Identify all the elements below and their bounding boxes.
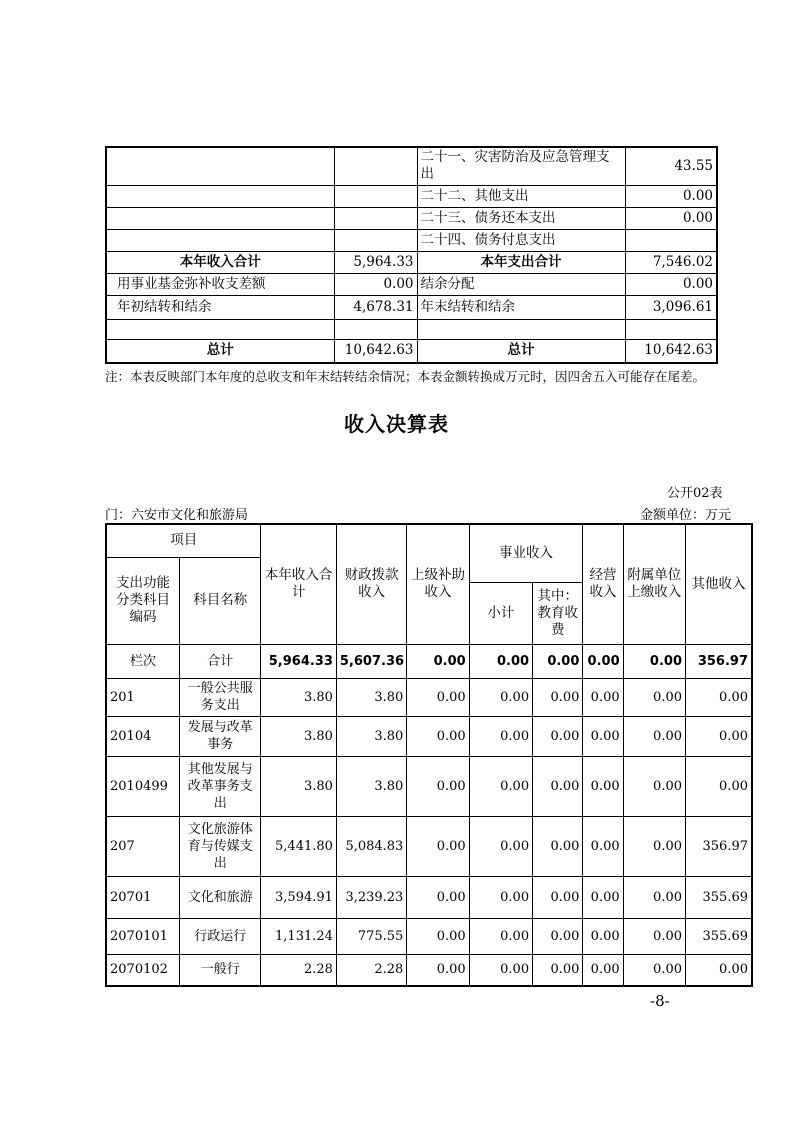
cell-subtotal: 0.00: [469, 876, 532, 918]
page-number: -8-: [650, 992, 670, 1010]
table-row: [106, 678, 752, 716]
cell-edu: 0.00: [533, 954, 583, 986]
grand-total-label-right: 总计: [417, 339, 625, 363]
cell-code: 201: [106, 678, 179, 716]
cell-operating: 0.00: [583, 756, 623, 816]
dist-label: 结余分配: [417, 273, 625, 295]
header-name: 科目名称: [179, 557, 261, 644]
sum-row: [106, 644, 752, 678]
cell: [417, 319, 625, 339]
cell: 二十三、债务还本支出: [417, 207, 625, 229]
cell-upper: 0.00: [407, 876, 469, 918]
cell: [106, 229, 334, 251]
cell: [625, 229, 717, 251]
header-fiscal: 财政拨款收入: [336, 524, 406, 644]
cell-operating: 0.00: [583, 954, 623, 986]
cell-name: 一般公共服务支出: [179, 678, 261, 716]
cell-fiscal: 5,607.36: [336, 644, 406, 678]
cell-subtotal: 0.00: [469, 644, 532, 678]
cell-name: 行政运行: [179, 918, 261, 954]
expense-total-value: 7,546.02: [625, 251, 717, 273]
header-edu: 其中：教育收费: [533, 582, 583, 644]
cell-other: 0.00: [686, 954, 753, 986]
cell-code: 2070101: [106, 918, 179, 954]
income-total-row: [106, 251, 717, 273]
header-subtotal: 小计: [469, 582, 532, 644]
cell: 二十二、其他支出: [417, 185, 625, 207]
cell: [334, 207, 417, 229]
cell-upper: 0.00: [407, 756, 469, 816]
cell-subtotal: 0.00: [469, 918, 532, 954]
grand-total-row: [106, 339, 717, 363]
cell-edu: 0.00: [533, 644, 583, 678]
fund-label: 用事业基金弥补收支差额: [106, 273, 334, 295]
cell-fiscal: 3.80: [336, 716, 406, 756]
table-row: [106, 918, 752, 954]
expense-total-label: 本年支出合计: [417, 251, 625, 273]
cell: [106, 207, 334, 229]
income-total-label: 本年收入合计: [106, 251, 334, 273]
end-value: 3,096.61: [625, 295, 717, 319]
cell-fiscal: 775.55: [336, 918, 406, 954]
table-row: [106, 273, 717, 295]
cell-edu: 0.00: [533, 918, 583, 954]
header-other: 其他收入: [686, 524, 753, 644]
cell-affiliated: 0.00: [623, 678, 685, 716]
cell-fiscal: 3,239.23: [336, 876, 406, 918]
cell: [106, 147, 334, 185]
end-label: 年末结转和结余: [417, 295, 625, 319]
cell-edu: 0.00: [533, 816, 583, 876]
header-code: 支出功能分类科目编码: [106, 557, 179, 644]
cell-subtotal: 0.00: [469, 756, 532, 816]
department-label: 门：六安市文化和旅游局: [105, 508, 249, 523]
table-row: [106, 207, 717, 229]
cell-other: 355.69: [686, 876, 753, 918]
table-row: [106, 295, 717, 319]
cell-fiscal: 5,084.83: [336, 816, 406, 876]
cell-operating: 0.00: [583, 644, 623, 678]
cell-total: 5,441.80: [261, 816, 336, 876]
dist-value: 0.00: [625, 273, 717, 295]
table-row: [106, 185, 717, 207]
summary-table: [105, 146, 718, 364]
cell-total: 3.80: [261, 716, 336, 756]
cell-upper: 0.00: [407, 816, 469, 876]
cell-code: 207: [106, 816, 179, 876]
grand-total-right: 10,642.63: [625, 339, 717, 363]
cell-upper: 0.00: [407, 954, 469, 986]
cell-code: 栏次: [106, 644, 179, 678]
cell-edu: 0.00: [533, 756, 583, 816]
cell-total: 3,594.91: [261, 876, 336, 918]
income-total-value: 5,964.33: [334, 251, 417, 273]
cell-subtotal: 0.00: [469, 954, 532, 986]
cell: [106, 185, 334, 207]
cell-edu: 0.00: [533, 876, 583, 918]
cell-total: 2.28: [261, 954, 336, 986]
cell-other: 355.69: [686, 918, 753, 954]
header-total: 本年收入合计: [261, 524, 336, 644]
table-row: [106, 229, 717, 251]
cell: [334, 319, 417, 339]
cell: [625, 319, 717, 339]
table-row: [106, 816, 752, 876]
cell-edu: 0.00: [533, 678, 583, 716]
header-affiliated: 附属单位上缴收入: [623, 524, 685, 644]
cell-other: 356.97: [686, 816, 753, 876]
cell-upper: 0.00: [407, 644, 469, 678]
cell-name: 一般行: [179, 954, 261, 986]
table-row: [106, 716, 752, 756]
grand-total-label: 总计: [106, 339, 334, 363]
header-business: 事业收入: [469, 524, 583, 582]
cell-other: 0.00: [686, 756, 753, 816]
table-row: [106, 954, 752, 986]
cell-operating: 0.00: [583, 716, 623, 756]
grand-total-left: 10,642.63: [334, 339, 417, 363]
cell-operating: 0.00: [583, 816, 623, 876]
page-title: 收入决算表: [344, 412, 449, 436]
cell-other: 0.00: [686, 678, 753, 716]
cell-name: 文化旅游体育与传媒支出: [179, 816, 261, 876]
cell-fiscal: 2.28: [336, 954, 406, 986]
cell-other: 0.00: [686, 716, 753, 756]
cell-total: 3.80: [261, 756, 336, 816]
income-table: [105, 523, 753, 987]
cell: 二十四、债务付息支出: [417, 229, 625, 251]
table-row: [106, 319, 717, 339]
cell-subtotal: 0.00: [469, 716, 532, 756]
begin-label: 年初结转和结余: [106, 295, 334, 319]
cell-name: 文化和旅游: [179, 876, 261, 918]
header-operating: 经营收入: [583, 524, 623, 644]
cell-code: 20701: [106, 876, 179, 918]
cell-edu: 0.00: [533, 716, 583, 756]
cell-affiliated: 0.00: [623, 756, 685, 816]
cell-operating: 0.00: [583, 678, 623, 716]
cell-name: 其他发展与改革事务支出: [179, 756, 261, 816]
header-upper: 上级补助收入: [407, 524, 469, 644]
cell-total: 5,964.33: [261, 644, 336, 678]
cell-name: 发展与改革事务: [179, 716, 261, 756]
form-number: 公开02表: [667, 486, 723, 501]
cell-affiliated: 0.00: [623, 876, 685, 918]
cell-operating: 0.00: [583, 876, 623, 918]
cell-upper: 0.00: [407, 678, 469, 716]
cell-subtotal: 0.00: [469, 678, 532, 716]
cell: [334, 229, 417, 251]
fund-value: 0.00: [334, 273, 417, 295]
cell-fiscal: 3.80: [336, 756, 406, 816]
cell-fiscal: 3.80: [336, 678, 406, 716]
cell-code: 2070102: [106, 954, 179, 986]
table-note: 注：本表反映部门本年度的总收支和年末结转结余情况；本表金额转换成万元时，因四舍五入可能存在尾差。: [105, 369, 706, 384]
table-row: [106, 756, 752, 816]
header-row: [106, 524, 752, 557]
unit-label: 金额单位：万元: [640, 508, 732, 523]
cell-affiliated: 0.00: [623, 716, 685, 756]
cell-name: 合计: [179, 644, 261, 678]
cell-upper: 0.00: [407, 716, 469, 756]
cell: [334, 185, 417, 207]
cell-total: 1,131.24: [261, 918, 336, 954]
cell-affiliated: 0.00: [623, 644, 685, 678]
cell-total: 3.80: [261, 678, 336, 716]
cell-other: 356.97: [686, 644, 753, 678]
cell: 0.00: [625, 207, 717, 229]
cell-subtotal: 0.00: [469, 816, 532, 876]
cell: [334, 147, 417, 185]
cell: 二十一、灾害防治及应急管理支出: [417, 147, 625, 185]
cell: 43.55: [625, 147, 717, 185]
cell-affiliated: 0.00: [623, 816, 685, 876]
begin-value: 4,678.31: [334, 295, 417, 319]
cell: [106, 319, 334, 339]
header-item: 项目: [106, 524, 261, 557]
cell-operating: 0.00: [583, 918, 623, 954]
cell: 0.00: [625, 185, 717, 207]
cell-affiliated: 0.00: [623, 918, 685, 954]
table-row: [106, 147, 717, 185]
cell-code: 2010499: [106, 756, 179, 816]
cell-upper: 0.00: [407, 918, 469, 954]
cell-affiliated: 0.00: [623, 954, 685, 986]
cell-code: 20104: [106, 716, 179, 756]
table-row: [106, 876, 752, 918]
